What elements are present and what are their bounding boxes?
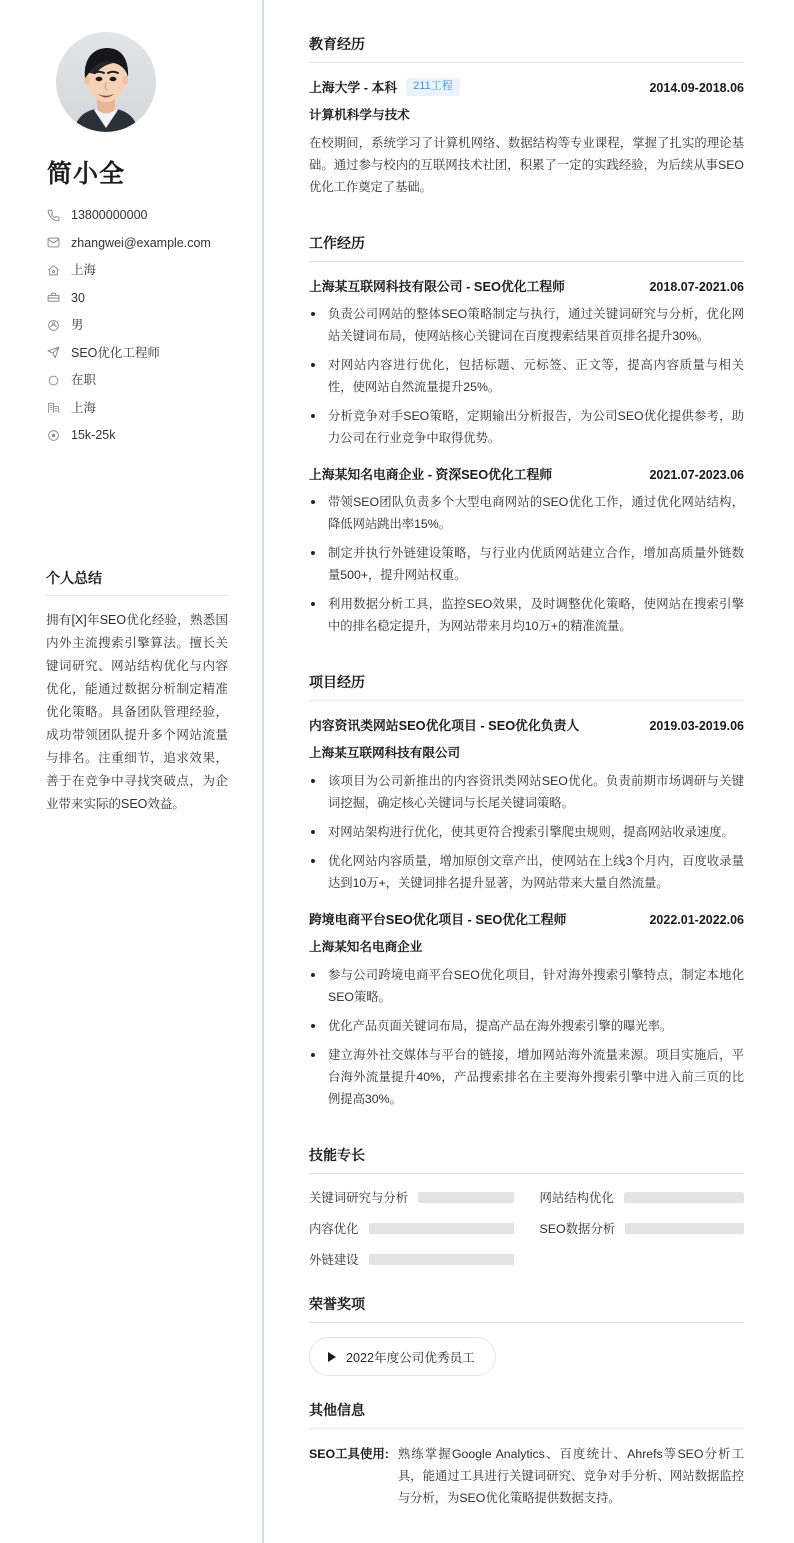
list-item: 对网站架构进行优化，使其更符合搜索引擎爬虫规则，提高网站收录速度。 xyxy=(309,821,744,843)
summary-text: 拥有[X]年SEO优化经验，熟悉国内外主流搜索引擎算法。擅长关键词研究、网站结构优化与内容优化，能通过数据分析制定精准优化策略。具备团队管理经验，成功带领团队提升多个网站流量与排名。注重细节，追求效果，善于在竞争中寻找突破点，为企业带来实际的SEO效益。 xyxy=(46,613,228,811)
list-item: 建立海外社交媒体与平台的链接，增加网站海外流量来源。项目实施后，平台海外流量提升40%，产品搜索排名在主要海外搜索引擎中进入前三页的比例提高30%。 xyxy=(309,1044,744,1110)
list-item: 优化产品页面关键词布局，提高产品在海外搜索引擎的曝光率。 xyxy=(309,1015,744,1037)
work-heading: 上海某互联网科技有限公司 - SEO优化工程师 xyxy=(309,279,565,294)
spacer xyxy=(309,1380,744,1400)
phone-icon xyxy=(46,208,61,223)
list-item: 带领SEO团队负责多个大型电商网站的SEO优化工作，通过优化网站结构，降低网站跳出率15%。 xyxy=(309,491,744,535)
skill-label: 外链建设 xyxy=(309,1253,359,1267)
target-icon xyxy=(46,428,61,443)
contact-age xyxy=(46,290,228,306)
avatar-wrap xyxy=(56,32,228,132)
project-heading: 内容资讯类网站SEO优化项目 - SEO优化负责人 xyxy=(309,718,580,733)
education-tag: 211工程 xyxy=(406,78,460,96)
spacer xyxy=(309,652,744,672)
spacer xyxy=(309,1125,744,1145)
project-heading: 跨境电商平台SEO优化项目 - SEO优化工程师 xyxy=(309,912,567,927)
project-bullets xyxy=(309,964,744,1110)
skill-label: 关键词研究与分析 xyxy=(309,1191,409,1205)
contact-location-value: 上海 xyxy=(71,263,97,277)
education-title: 教育经历 xyxy=(309,34,744,63)
section-work xyxy=(309,233,744,637)
project-company: 上海某知名电商企业 xyxy=(309,940,423,954)
project-entry xyxy=(309,715,744,894)
section-other xyxy=(309,1400,744,1509)
section-education xyxy=(309,34,744,198)
envelope-icon xyxy=(46,235,61,250)
other-label: SEO工具使用: xyxy=(309,1447,389,1461)
work-date: 2021.07-2023.06 xyxy=(649,468,744,482)
work-entry-header xyxy=(309,464,744,483)
gender-icon xyxy=(46,318,61,333)
contact-city xyxy=(46,400,228,416)
project-bullets xyxy=(309,770,744,894)
contact-location xyxy=(46,262,228,278)
contact-email xyxy=(46,235,228,251)
work-entry xyxy=(309,464,744,637)
contact-salary-value: 15k-25k xyxy=(71,428,116,442)
contact-city-value: 上海 xyxy=(71,400,97,415)
awards-list xyxy=(309,1337,744,1376)
section-projects xyxy=(309,672,744,1110)
other-value: 熟练掌握Google Analytics、百度统计、Ahrefs等SEO分析工具，能通过工具进行关键词研究、竞争对手分析、网站数据监控与分析，为SEO优化策略提供数据支持。 xyxy=(397,1447,744,1505)
education-entry xyxy=(309,77,744,198)
contact-status xyxy=(46,372,228,388)
project-date: 2019.03-2019.06 xyxy=(649,719,744,733)
main-content xyxy=(264,0,794,1543)
skills-title: 技能专长 xyxy=(309,1145,744,1174)
contact-status-value: 在职 xyxy=(71,373,97,387)
skill-row xyxy=(309,1250,514,1268)
building-icon xyxy=(46,400,61,415)
work-heading: 上海某知名电商企业 - 资深SEO优化工程师 xyxy=(309,467,553,482)
skills-grid xyxy=(309,1188,744,1268)
work-title: 工作经历 xyxy=(309,233,744,262)
project-company: 上海某互联网科技有限公司 xyxy=(309,746,461,760)
education-desc: 在校期间，系统学习了计算机网络、数据结构等专业课程，掌握了扎实的理论基础。通过参与校内的互联网技术社团，积累了一定的实践经验，为后续从事SEO优化工作奠定了基础。 xyxy=(309,136,744,194)
contact-list xyxy=(46,207,228,443)
contact-position xyxy=(46,345,228,361)
section-awards xyxy=(309,1294,744,1376)
contact-position-value: SEO优化工程师 xyxy=(71,345,160,360)
education-date: 2014.09-2018.06 xyxy=(649,81,744,95)
contact-age-value: 30 xyxy=(71,290,85,305)
skill-bar xyxy=(418,1192,513,1203)
other-title: 其他信息 xyxy=(309,1400,744,1429)
skill-bar xyxy=(369,1223,514,1234)
sidebar xyxy=(0,0,264,1543)
list-item: 制定并执行外链建设策略，与行业内优质网站建立合作，增加高质量外链数量500+，提升网站权重。 xyxy=(309,542,744,586)
skill-label: 网站结构优化 xyxy=(539,1191,614,1205)
home-icon xyxy=(46,263,61,278)
projects-title: 项目经历 xyxy=(309,672,744,701)
list-item: 负责公司网站的整体SEO策略制定与执行，通过关键词研究与分析，优化网站关键词布局，使网站核心关键词在百度搜索结果首页排名提升30%。 xyxy=(309,303,744,347)
project-date: 2022.01-2022.06 xyxy=(649,913,744,927)
skill-label: SEO数据分析 xyxy=(539,1222,616,1236)
skill-row xyxy=(540,1188,745,1206)
contact-gender-value: 男 xyxy=(71,318,84,332)
skill-bar xyxy=(624,1192,744,1203)
spacer xyxy=(309,1274,744,1294)
education-school: 上海大学 - 本科 xyxy=(309,80,398,95)
play-triangle-icon xyxy=(328,1352,336,1362)
project-entry xyxy=(309,909,744,1110)
education-major: 计算机科学与技术 xyxy=(309,108,410,122)
list-item: 该项目为公司新推出的内容资讯类网站SEO优化。负责前期市场调研与关键词挖掘，确定核心关键词与长尾关键词策略。 xyxy=(309,770,744,814)
list-item: 优化网站内容质量，增加原创文章产出，使网站在上线3个月内，百度收录量达到10万+，关键词排名提升显著，为网站带来大量自然流量。 xyxy=(309,850,744,894)
contact-phone xyxy=(46,207,228,223)
list-item: 对网站内容进行优化，包括标题、元标签、正文等，提高内容质量与相关性，使网站自然流量提升25%。 xyxy=(309,354,744,398)
work-bullets xyxy=(309,303,744,449)
summary-section xyxy=(46,568,228,816)
skill-bar xyxy=(369,1254,514,1265)
skill-label: 内容优化 xyxy=(309,1222,359,1236)
project-entry-header xyxy=(309,715,744,734)
work-entry xyxy=(309,276,744,449)
refresh-icon xyxy=(46,373,61,388)
skill-bar xyxy=(625,1223,744,1234)
education-entry-header xyxy=(309,77,744,96)
skill-row xyxy=(540,1219,745,1237)
section-skills xyxy=(309,1145,744,1268)
work-bullets xyxy=(309,491,744,637)
skill-row xyxy=(309,1188,514,1206)
spacer xyxy=(309,213,744,233)
contact-salary xyxy=(46,427,228,443)
skill-row xyxy=(309,1219,514,1237)
work-entry-header xyxy=(309,276,744,295)
contact-email-value: zhangwei@example.com xyxy=(71,235,211,250)
list-item: 参与公司跨境电商平台SEO优化项目，针对海外搜索引擎特点，制定本地化SEO策略。 xyxy=(309,964,744,1008)
avatar xyxy=(56,32,156,132)
contact-gender xyxy=(46,317,228,333)
briefcase-icon xyxy=(46,290,61,305)
award-label: 2022年度公司优秀员工 xyxy=(346,1351,475,1365)
list-item: 分析竞争对手SEO策略，定期输出分析报告，为公司SEO优化提供参考，助力公司在行业竞争中取得优势。 xyxy=(309,405,744,449)
paper-plane-icon xyxy=(46,345,61,360)
list-item: 利用数据分析工具，监控SEO效果，及时调整优化策略，使网站在搜索引擎中的排名稳定提升，为网站带来月均10万+的精准流量。 xyxy=(309,593,744,637)
education-school-line xyxy=(309,77,460,96)
summary-title: 个人总结 xyxy=(46,568,228,596)
person-name: 简小全 xyxy=(47,160,126,188)
project-entry-header xyxy=(309,909,744,928)
other-row xyxy=(309,1443,744,1509)
work-date: 2018.07-2021.06 xyxy=(649,280,744,294)
award-chip[interactable] xyxy=(309,1337,496,1376)
awards-title: 荣誉奖项 xyxy=(309,1294,744,1323)
contact-phone-value: 13800000000 xyxy=(71,208,148,222)
